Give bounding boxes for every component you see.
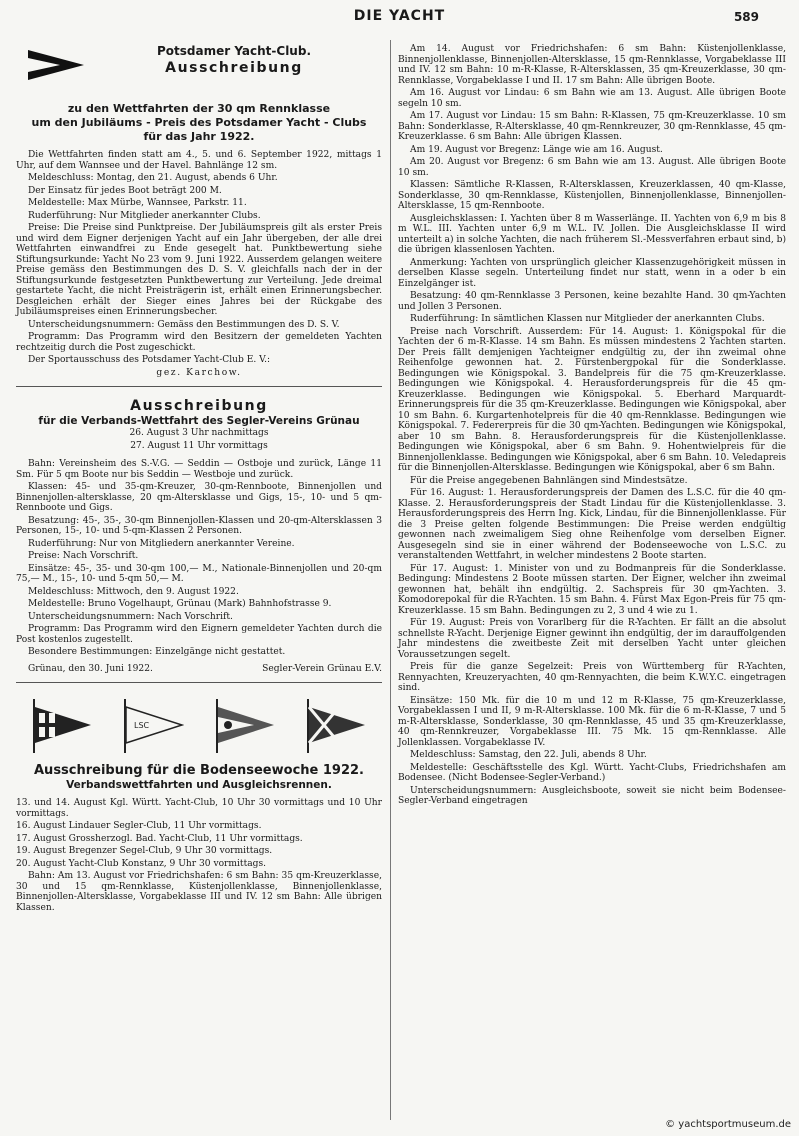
lindau-burgee-label: LSC <box>134 721 150 730</box>
gruenau-para: Programm: Das Programm wird den Eignern gemeldeter Yachten durch die Post kostenlos zugestellt. <box>16 624 382 645</box>
right-para: Anmerkung: Yachten von ursprünglich gleicher Klassenzugehörigkeit müssen in derselben Klasse segeln. Unterteilung findet nur statt, wenn in a oder b ein Einzelgänger ist. <box>398 257 786 289</box>
section-divider <box>16 386 382 387</box>
right-para: Ruderführung: In sämtlichen Klassen nur Mitglieder der anerkannten Clubs. <box>410 314 765 324</box>
potsdam-para: Meldeschluss: Montag, den 21. August, abends 6 Uhr. <box>28 173 278 183</box>
potsdam-para: Ruderführung: Nur Mitglieder anerkannter Clubs. <box>28 210 261 221</box>
right-para: Einsätze: 150 Mk. für die 10 m und 12 m R-Klasse, 75 qm-Kreuzerklasse, Vorgabeklassen I und II, 9 m-R-Altersklasse. 100 Mk. für die 6 m-R-Klasse, 7 und 5 m-R-Altersklasse, Sonderklasse, 30 qm-Rennklasse, 45 und 35 qm-Kreuzerklasse, 40 qm-Rennkreuzer, Vorgabeklasse III. 75 Mk. 15 qm-Rennklasse. Alle Jollenklassen. Vorgabeklasse IV. <box>398 695 786 748</box>
gruenau-heading: Ausschreibung <box>130 398 268 414</box>
potsdam-signature: gez. Karchow. <box>156 367 242 378</box>
right-para: Ausgleichsklassen: I. Yachten über 8 m Wasserlänge. II. Yachten von 6,9 m bis 8 m W.L. III. Yachten unter 6,9 m W.L. IV. Jollen. Die Ausgleichsklasse II wird unterteilt a) in solche Yachten, die nach früherem Sl.-Messverfahren erbaut sind, b) die übrigen klassenlosen Yachten. <box>398 213 786 255</box>
right-para: Am 17. August vor Lindau: 15 sm Bahn: R-Klassen, 75 qm-Kreuzerklasse. 10 sm Bahn: Sonderklasse, R-Altersklasse, 40 qm-Rennkreuzer, 30 qm-Rennklasse, 45 qm-Kreuzerklasse. 6 sm Bahn: Alle übrigen Klassen. <box>398 111 786 142</box>
gruenau-para: Meldestelle: Bruno Vogelhaupt, Grünau (Mark) Bahnhofstrasse 9. <box>28 599 332 609</box>
potsdam-subtitle-2: um den Jubiläums - Preis des Potsdamer Yacht - Clubs <box>31 116 367 129</box>
potsdam-para: Die Wettfahrten finden statt am 4., 5. und 6. September 1922, mittags 1 Uhr, auf dem Wannsee und der Havel. Bahnlänge 12 sm. <box>16 150 382 171</box>
bodensee-schedule-item: 16. August Lindauer Segler-Club, 11 Uhr vormittags. <box>16 821 262 831</box>
bodensee-schedule-item: 20. August Yacht-Club Konstanz, 9 Uhr 30 vormittags. <box>16 858 267 869</box>
right-para: Besatzung: 40 qm-Rennklasse 3 Personen, keine bezahlte Hand. 30 qm-Yachten und Jollen 3 Personen. <box>398 291 786 312</box>
potsdam-burgee-icon <box>28 50 84 80</box>
gruenau-place-date: Grünau, den 30. Juni 1922. <box>28 663 153 674</box>
journal-title: DIE YACHT <box>353 8 446 24</box>
gruenau-signoff <box>28 664 382 675</box>
potsdam-subtitle-3: für das Jahr 1922. <box>143 130 255 143</box>
right-para: Für 16. August: 1. Herausforderungspreis der Damen des L.S.C. für die 40 qm-Klasse. 2. Herausforderungspreis der Stadt Lindau für die Küstenjollenklasse. 3. Herausforderungspreis des Herrn Ing. Kick, Lindau, für die Binnenjollenklasse. Für die 3 Preise gelten folgende Bestimmungen: Die Preise werden endgültig gewonnen nach zweimaligem Sieg ohne Reihenfolge vom derselben Eigner. Ausgesegeln sind sie in einer während der Bodenseewoche von L.S.C. zu veranstaltenden Wettfahrt, in welcher mindestens 2 Boote starten. <box>398 488 786 561</box>
left-column <box>16 44 382 915</box>
right-para: Meldeschluss: Samstag, den 22. Juli, abends 8 Uhr. <box>410 750 647 760</box>
right-para: Klassen: Sämtliche R-Klassen, R-Altersklassen, Kreuzerklassen, 40 qm-Klasse, Sonderklasse, 30 qm-Rennklasse, Küstenjollen, Binnenjollenklasse, Binnenjollen-Altersklasse, 15 qm-Rennboote. <box>398 180 786 211</box>
potsdam-subtitle-1: zu den Wettfahrten der 30 qm Rennklasse <box>67 102 331 115</box>
bodensee-subtitle: Verbandswettfahrten und Ausgleichsrennen. <box>66 779 332 791</box>
gruenau-club-signature: Segler-Verein Grünau E.V. <box>262 663 382 674</box>
page-number: 589 <box>733 10 759 24</box>
right-para: Am 14. August vor Friedrichshafen: 6 sm Bahn: Küstenjollenklasse, Binnenjollenklasse, Binnenjollen-Altersklasse, 15 qm-Rennklasse, Vorgabeklasse III und IV. 12 sm Bahn: 10 m-R-Klasse, R-Altersklassen, 35 qm-Kreuzerklasse, 30 qm-Rennklasse, Vorgabeklasse I und II. 17 sm Bahn: Alle übrigen Boote. <box>398 44 786 86</box>
bodensee-bahn: Bahn: Am 13. August vor Friedrichshafen: 6 sm Bahn: 35 qm-Kreuzerklasse, 30 und 15 qm-Rennklasse, Küstenjollenklasse, Binnenjollenklasse, Binnenjollen-Altersklasse, Vorgabeklasse III und IV. 12 sm Bahn: Alle übrigen Klassen. <box>16 871 382 913</box>
right-para: Für 19. August: Preis von Vorarlberg für die R-Yachten. Er fällt an die absolut schnellste R-Yacht. Derjenige Eigner gewinnt ihn endgültig, der im darauffolgenden Jahr mindestens die zweitbeste Zeit mit derselben Yacht unter gleichen Voraussetzungen segelt. <box>398 618 786 660</box>
watermark-text: © yachtsportmuseum.de <box>665 1119 791 1130</box>
right-para: Am 20. August vor Bregenz: 6 sm Bahn wie am 13. August. Alle übrigen Boote 10 sm. <box>398 157 786 178</box>
gruenau-para: Unterscheidungsnummern: Nach Vorschrift. <box>28 611 233 622</box>
section-divider <box>16 682 382 683</box>
right-para: Preise nach Vorschrift. Ausserdem: Für 14. August: 1. Königspokal für die Yachten der 6 m-R-Klasse. 14 sm Bahn. Es müssen mindestens 2 Yachten starten. Der Preis fällt demjenigen Yachteigner endgültig zu, der ihn zweimal ohne Reihenfolge gewonnen hat. 2. Fürstenbergpokal für die Sonderklasse. Bedingungen wie Königspokal. 3. Bandelpreis für die 75 qm-Kreuzerklasse. Bedingungen wie Königspokal. 4. Herausforderungspreis für die 45 qm-Kreuzerklasse. Bedingungen wie Königspokal. 5. Eberhard Marquardt-Erinnerungspreis für die 35 qm-Kreuzerklasse. Bedingungen wie Königspokal, aber 10 sm Bahn. 6. Kurgartenhotelpreis für die 40 qm-Rennklasse. Bedingungen wie Königspokal. 7. Federerpreis für die 30 qm-Yachten. Bedingungen wie Königspokal, aber 10 sm Bahn. 8. Herausforderungspreis für die Küstenjollenklasse. Bedingungen wie Königspokal, aber 6 sm Bahn. 9. Hohentwielpreis für die Binnenjollenklasse. Bedingungen wie Königspokal, aber 6 sm Bahn. 10. Veledapreis für die Binnenjollen-Altersklasse. Bedingungen wie Königspokal, aber 6 sm Bahn. <box>398 326 786 473</box>
gruenau-para: Ruderführung: Nur von Mitgliedern anerkannter Vereine. <box>28 538 295 549</box>
gruenau-para: Bahn: Vereinsheim des S.-V.G. — Seddin — Ostboje und zurück, Länge 11 Sm. Für 5 qm Boote nur bis Seddin — Westboje und zurück. <box>16 459 382 480</box>
page-header <box>0 8 799 30</box>
bregenz-burgee-icon <box>305 699 367 753</box>
right-para: Preis für die ganze Segelzeit: Preis von Württemberg für R-Yachten, Rennyachten, Kreuzeryachten, 40 qm-Rennyachten, die beim K.W.Y.C. eingetragen sind. <box>398 662 786 693</box>
gruenau-para: Besatzung: 45-, 35-, 30-qm Binnenjollen-Klassen und 20-qm-Altersklassen 3 Personen, 15-, 10- und 5-qm-Klassen 2 Personen. <box>16 515 382 536</box>
gruenau-para: Meldeschluss: Mittwoch, den 9. August 1922. <box>28 586 239 597</box>
potsdam-header <box>16 44 382 102</box>
right-para: Meldestelle: Geschäftsstelle des Kgl. Württ. Yacht-Clubs, Friedrichshafen am Bodensee. (Nicht Bodensee-Segler-Verband.) <box>398 762 786 783</box>
gruenau-para: Klassen: 45- und 35-qm-Kreuzer, 30-qm-Rennboote, Binnenjollen und Binnenjollen-altersklasse, 20 qm-Altersklasse und Gigs, 15-, 10- und 5 qm-Rennboote und Gigs. <box>16 482 382 513</box>
gruenau-subtitle: für die Verbands-Wettfahrt des Segler-Vereins Grünau <box>38 415 360 427</box>
bodensee-schedule-item: 13. und 14. August Kgl. Württ. Yacht-Club, 10 Uhr 30 vormittags und 10 Uhr vormittags. <box>16 798 382 819</box>
right-para: Für 17. August: 1. Minister von und zu Bodmanpreis für die Sonderklasse. Bedingung: Mindestens 2 Boote müssen starten. Der Eigner, welcher ihn zweimal gewonnen hat, behält ihn endgültig. 2. Sachspreis für 30 qm-Yachten. 3. Komodorepokal für die R-Yachten. 15 sm Bahn. 4. Fürst Max Egon-Preis für 75 qm-Kreuzerklasse. 15 sm Bahn. Bedingungen zu 2, 3 und 4 wie zu 1. <box>398 563 786 616</box>
right-para: Unterscheidungsnummern: Ausgleichsboote, soweit sie nicht beim Bodensee-Segler-Verband eingetragen <box>398 785 786 806</box>
bodensee-schedule-item: 17. August Grossherzogl. Bad. Yacht-Club, 11 Uhr vormittags. <box>16 833 303 844</box>
potsdam-para: Meldestelle: Max Mürbe, Wannsee, Parkstr. 11. <box>28 198 247 208</box>
potsdam-heading: Ausschreibung <box>165 60 303 76</box>
gruenau-para: Besondere Bestimmungen: Einzelgänge nicht gestattet. <box>28 647 286 657</box>
right-column <box>398 44 786 809</box>
right-para: Am 19. August vor Bregenz: Länge wie am 16. August. <box>410 144 663 155</box>
gruenau-para: Einsätze: 45-, 35- und 30-qm 100,— M., Nationale-Binnenjollen und 20-qm 75,— M., 15-, 10- und 5-qm 50,— M. <box>16 563 382 584</box>
column-rule <box>390 40 391 1120</box>
baden-burgee-icon <box>214 699 276 753</box>
bodensee-heading: Ausschreibung für die Bodenseewoche 1922. <box>34 763 364 778</box>
potsdam-para: Unterscheidungsnummern: Gemäss den Bestimmungen des D. S. V. <box>28 319 340 330</box>
potsdam-para: Der Einsatz für jedes Boot beträgt 200 M. <box>28 185 222 196</box>
potsdam-club-name: Potsdamer Yacht-Club. <box>156 44 311 58</box>
club-burgees <box>16 693 382 759</box>
gruenau-date: 26. August 3 Uhr nachmittags <box>129 428 269 438</box>
potsdam-para: Programm: Das Programm wird den Besitzern der gemeldeten Yachten rechtzeitig durch die Post zugeschickt. <box>16 332 382 353</box>
potsdam-para: Der Sportausschuss des Potsdamer Yacht-Club E. V.: <box>28 355 271 365</box>
right-para: Am 16. August vor Lindau: 6 sm Bahn wie am 13. August. Alle übrigen Boote segeln 10 sm. <box>398 88 786 109</box>
wuerttemberg-burgee-icon <box>31 699 93 753</box>
right-para: Für die Preise angegebenen Bahnlängen sind Mindestsätze. <box>410 475 688 486</box>
potsdam-para: Preise: Die Preise sind Punktpreise. Der Jubiläumspreis gilt als erster Preis und wird dem Eigner derjenigen Yacht auf ein Jahr übergeben, der alle drei Wettfahrten einwandfrei zu Ende gesegelt hat. Punktbewertung siehe Stiftungsurkunde: Yacht No 23 vom 9. Juni 1922. Ausserdem gelangen weitere Preise gemäss den Bestimmungen des D. S. V. gleichfalls nach der in der Stiftungsurkunde festgesetzten Punktbewertung zur Verteilung. Jede dreimal gestartete Yacht, die nicht Preisträgerin ist, erhält einen Erinnerungsbecher. Desgleichen erhält der Sieger eines Jahres bei der Rückgabe des Jubiläumspreises einen Erinnerungsbecher. <box>16 223 382 317</box>
lindau-burgee-icon <box>122 699 184 753</box>
gruenau-para: Preise: Nach Vorschrift. <box>28 551 139 561</box>
bodensee-schedule-item: 19. August Bregenzer Segel-Club, 9 Uhr 30 vormittags. <box>16 846 273 856</box>
gruenau-date: 27. August 11 Uhr vormittags <box>130 440 268 451</box>
